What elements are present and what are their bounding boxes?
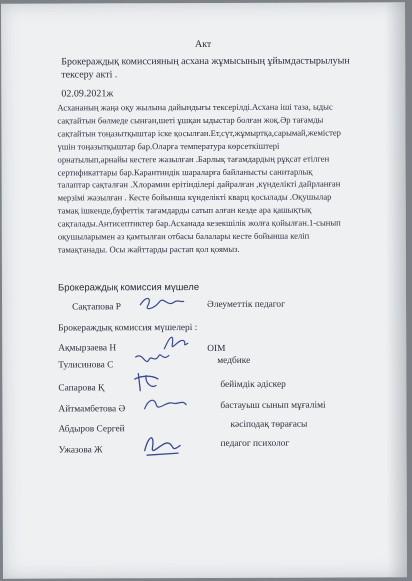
body-line: талаптар сақталған .Хлорамин ерітінділері дайралған ,күнделікті дайрланған [57, 178, 341, 190]
member-role: медбике [217, 355, 251, 366]
members-heading: Брокераждық комиссия мүшелері : [58, 323, 198, 334]
body-line: мерзімі жазылған . Кесте бойынша күнделікті кварц қосылады .Оқушылар [57, 191, 332, 203]
member-role: ОІМ [207, 343, 226, 354]
body-line: сақтайтын бөлмеде сынған,шеті ұшқан ыдыстар болған жоқ.Әр тағамды [57, 114, 324, 126]
signature-image [132, 369, 162, 395]
document-title: Акт [194, 38, 212, 51]
body-line: сертификаттары бар.Карантиндік шараларға байланысты санитарлық [57, 166, 313, 178]
member-name: Ақмырзаева Н [58, 343, 117, 354]
member-role: бейімдік әдіскер [220, 379, 286, 390]
signature-image [140, 431, 184, 459]
body-line: Асхананың жаңа оқу жылына дайындығы тексерілді.Асхана іші таза, ыдыс [57, 101, 333, 113]
document-date: 02.09.2021ж [61, 88, 114, 100]
signature-image [133, 349, 173, 371]
body-line: үшін тоңазытқыштар бар.Оларға температура көрсеткіштері [57, 140, 280, 152]
member-role: бастауыш сынып мұғалімі [220, 400, 326, 411]
signature-image [142, 393, 188, 415]
document-page [1, 2, 407, 578]
member-role: педагог психолог [220, 438, 290, 449]
member-role: кәсіподақ төрағасы [230, 419, 308, 430]
body-line: оқушыларымен аз қамтылған отбасы балалары кесте бойынша келіп [57, 230, 310, 242]
member-name: Абдыров Сергей [58, 424, 125, 435]
body-paragraph [57, 100, 380, 256]
commission-heading: Брокераждық комиссия мүшеле [57, 282, 200, 294]
body-line: сақтайтын тоңазытқыштар іске қосылған.Ет,сүт,жұмыртқа,сарымай,жемістер [57, 127, 341, 139]
signature-image [138, 293, 186, 313]
member-name: Айтмамбетова Ә [58, 404, 126, 415]
body-line: сақталады.Антисептиктер бар.Асханада кезекшілік жолға қойылған.1-сынып [57, 217, 341, 229]
chair-role: Әлеуметтік педагог [207, 299, 285, 310]
member-name: Ужазова Ж [58, 445, 103, 456]
member-name: Тулисинова С [58, 360, 114, 371]
document-subject: Брокераждық комиссияның асхана жұмысының ұйымдастырылуын тексеру акті . [61, 55, 350, 81]
body-line: орнатылып,арнайы кестеге жазылған .Барлық тағамдардың рұқсат етілген [57, 153, 330, 165]
member-name: Сапарова Қ [58, 383, 105, 394]
body-line: тамақ ішкенде,буфеттік тағамдарды сатып алған кезде ара қашықтық [57, 204, 312, 216]
chair-name: Сақтапова Р [72, 302, 122, 313]
body-line: тамақтанады. Осы жайттарды растап қол қоямыз. [57, 243, 240, 255]
